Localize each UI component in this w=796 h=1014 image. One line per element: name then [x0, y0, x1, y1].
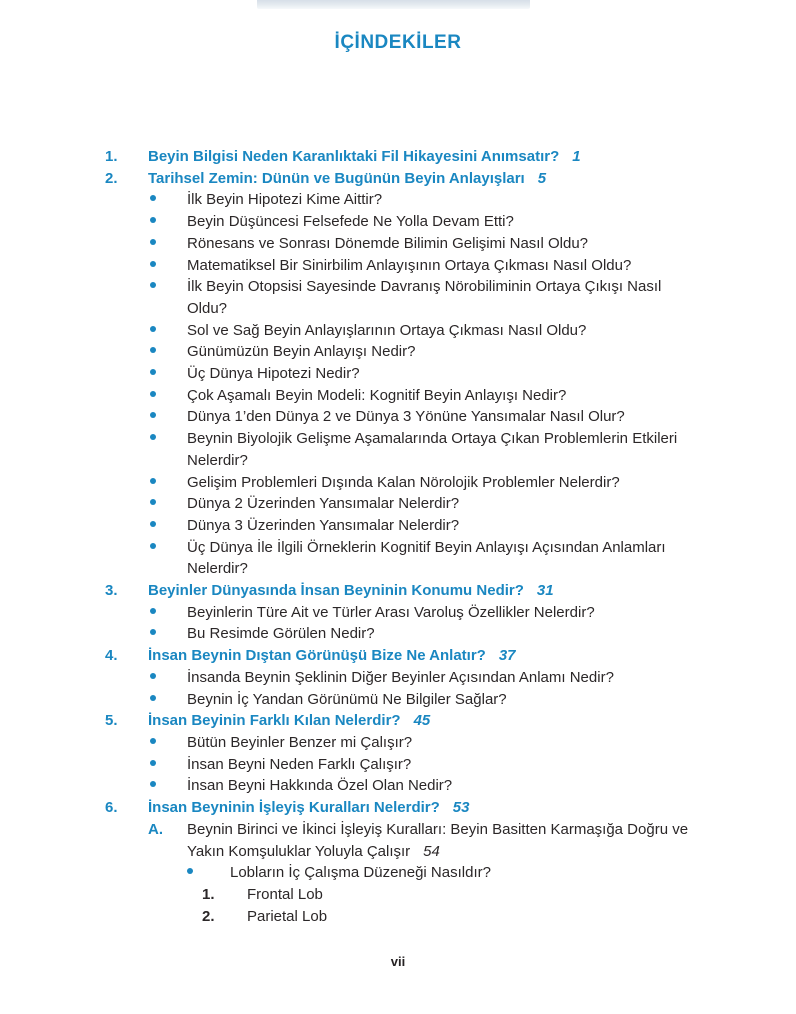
toc-entry-page-number: 53	[452, 799, 470, 817]
toc-entry-text	[187, 623, 695, 645]
toc-entry-label: Gelişim Problemleri Dışında Kalan Nörolojik Problemler Nelerdir?	[187, 473, 620, 491]
bullet-dot-icon	[150, 543, 156, 549]
toc-entry-page-number: 5	[537, 169, 547, 187]
toc-entry-text	[187, 732, 695, 754]
toc-entry-marker: 2.	[202, 907, 215, 925]
toc-entry	[105, 754, 695, 776]
toc-entry-text	[148, 710, 695, 732]
bullet-dot-icon	[150, 673, 156, 679]
bullet-dot-icon	[150, 629, 156, 635]
toc-entry	[105, 320, 695, 342]
toc-entry-label: İlk Beyin Hipotezi Kime Aittir?	[187, 191, 383, 209]
toc-entry-label: Rönesans ve Sonrası Dönemde Bilimin Gelişimi Nasıl Oldu?	[187, 234, 589, 252]
bullet-icon	[105, 862, 230, 884]
toc-entry	[105, 168, 695, 190]
page-title: İÇİNDEKİLER	[334, 32, 462, 53]
toc-entry-text	[187, 320, 695, 342]
bullet-icon	[105, 428, 187, 450]
toc-entry-text	[247, 906, 695, 928]
toc-entry	[105, 406, 695, 428]
bullet-icon	[105, 320, 187, 342]
toc-entry-label: Bütün Beyinler Benzer mi Çalışır?	[187, 733, 413, 751]
toc-entry-text	[148, 146, 695, 168]
toc-entry-text	[187, 515, 695, 537]
toc-entry-page-number: 1	[572, 148, 581, 165]
bullet-dot-icon	[187, 868, 193, 874]
toc-entry-text	[187, 363, 695, 385]
toc-entry	[105, 884, 695, 906]
toc-entry-label: Sol ve Sağ Beyin Anlayışlarının Ortaya Çıkması Nasıl Oldu?	[187, 321, 587, 339]
toc-entry	[105, 385, 695, 407]
toc-entry-label: Beynin Biyolojik Gelişme Aşamalarında Ortaya Çıkan Problemlerin Etkileri Nelerdir?	[187, 430, 678, 469]
bullet-dot-icon	[150, 521, 156, 527]
bullet-dot-icon	[150, 391, 156, 397]
toc-entry-text	[187, 775, 695, 797]
toc-entry	[105, 732, 695, 754]
toc-entry	[105, 667, 695, 689]
toc-entry-label: Matematiksel Bir Sinirbilim Anlayışının Ortaya Çıkması Nasıl Oldu?	[187, 256, 632, 274]
toc-entry-text	[187, 255, 695, 277]
bullet-icon	[105, 189, 187, 211]
toc-entry-text	[187, 689, 695, 711]
toc-entry	[105, 233, 695, 255]
toc-entry-label: Tarihsel Zemin: Dünün ve Bugünün Beyin Anlayışları	[148, 169, 525, 187]
bullet-dot-icon	[150, 695, 156, 701]
toc-entry-text	[187, 472, 695, 494]
bullet-icon	[105, 493, 187, 515]
toc-entry-text	[187, 189, 695, 211]
toc-entry-marker: 1.	[105, 148, 118, 165]
bullet-icon	[105, 623, 187, 645]
toc-entry-label: Lobların İç Çalışma Düzeneği Nasıldır?	[230, 864, 491, 882]
bullet-dot-icon	[150, 261, 156, 267]
toc-entry-text	[187, 385, 695, 407]
toc-entry-text	[187, 493, 695, 515]
toc-entry-text	[187, 754, 695, 776]
toc-entry-text	[230, 862, 695, 884]
bullet-icon	[105, 775, 187, 797]
bullet-dot-icon	[150, 412, 156, 418]
bullet-dot-icon	[150, 347, 156, 353]
bullet-dot-icon	[150, 781, 156, 787]
toc-entry	[105, 623, 695, 645]
toc-entry-label: İnsan Beynin Dıştan Görünüşü Bize Ne Anlatır?	[148, 647, 486, 665]
bullet-icon	[105, 406, 187, 428]
toc-entry-text	[187, 341, 695, 363]
toc-entry	[105, 689, 695, 711]
toc-entry	[105, 797, 695, 819]
toc-entry	[105, 146, 695, 168]
bullet-dot-icon	[150, 217, 156, 223]
page-number: vii	[390, 954, 406, 969]
toc-entry-label: İnsan Beyni Hakkında Özel Olan Nedir?	[187, 777, 453, 795]
toc-entry-text	[187, 428, 695, 471]
toc-entry-label: Beynin İç Yandan Görünümü Ne Bilgiler Sağlar?	[187, 690, 507, 708]
toc-entry-text	[187, 537, 695, 580]
toc-entry	[105, 255, 695, 277]
toc-entry-marker: 5.	[105, 712, 118, 730]
toc-entry	[105, 775, 695, 797]
toc-entry-text	[187, 233, 695, 255]
bullet-icon	[105, 341, 187, 363]
bullet-dot-icon	[150, 478, 156, 484]
toc-entry-text	[148, 168, 695, 190]
toc-entry-label: Çok Aşamalı Beyin Modeli: Kognitif Beyin Anlayışı Nedir?	[187, 386, 567, 404]
toc-list	[105, 146, 695, 927]
toc-entry	[105, 363, 695, 385]
toc-entry	[105, 645, 695, 667]
toc-entry	[105, 211, 695, 233]
bullet-dot-icon	[150, 369, 156, 375]
toc-entry-label: Bu Resimde Görülen Nedir?	[187, 625, 375, 643]
bullet-dot-icon	[150, 195, 156, 201]
toc-entry	[105, 493, 695, 515]
bullet-icon	[105, 689, 187, 711]
toc-entry-label: Beynin Birinci ve İkinci İşleyiş Kuralları: Beyin Basitten Karmaşığa Doğru ve Yakın Komşuluklar Yoluyla Çalışır	[187, 820, 689, 860]
toc-entry	[105, 341, 695, 363]
toc-entry-text	[187, 211, 695, 233]
bullet-icon	[105, 515, 187, 537]
toc-entry-text	[187, 276, 695, 319]
bullet-icon	[105, 233, 187, 255]
bullet-icon	[105, 602, 187, 624]
toc-entry	[105, 862, 695, 884]
toc-entry-label: Beyinlerin Türe Ait ve Türler Arası Varoluş Özellikler Nelerdir?	[187, 603, 595, 621]
toc-entry-page-number: 45	[413, 712, 431, 730]
bullet-dot-icon	[150, 239, 156, 245]
toc-entry-label: Üç Dünya Hipotezi Nedir?	[187, 365, 360, 383]
toc-entry-page-number: 54	[423, 842, 440, 860]
toc-entry-marker: 1.	[202, 885, 215, 903]
bullet-dot-icon	[150, 760, 156, 766]
toc-entry-label: Frontal Lob	[247, 885, 323, 903]
bullet-dot-icon	[150, 738, 156, 744]
toc-entry-label: Beyin Düşüncesi Felsefede Ne Yolla Devam Etti?	[187, 213, 514, 231]
toc-entry-text	[187, 406, 695, 428]
toc-entry-label: İnsan Beyni Neden Farklı Çalışır?	[187, 755, 412, 773]
toc-entry-text	[148, 797, 695, 819]
toc-entry	[105, 189, 695, 211]
toc-entry-label: İlk Beyin Otopsisi Sayesinde Davranış Nörobiliminin Ortaya Çıkışı Nasıl Oldu?	[187, 278, 662, 317]
toc-entry-label: Beyin Bilgisi Neden Karanlıktaki Fil Hikayesini Anımsatır?	[148, 148, 560, 165]
page-top-edge-bar	[257, 0, 530, 9]
toc-entry-text	[187, 602, 695, 624]
toc-entry-label: Beyinler Dünyasında İnsan Beyninin Konumu Nedir?	[148, 582, 524, 600]
bullet-dot-icon	[150, 326, 156, 332]
toc-entry-label: İnsan Beyinin Farklı Kılan Nelerdir?	[148, 712, 401, 730]
bullet-dot-icon	[150, 434, 156, 440]
toc-entry-marker: 6.	[105, 799, 118, 817]
toc-entry	[105, 906, 695, 928]
toc-entry	[105, 537, 695, 580]
bullet-icon	[105, 732, 187, 754]
bullet-icon	[105, 472, 187, 494]
bullet-dot-icon	[150, 608, 156, 614]
toc-entry-marker: 2.	[105, 169, 118, 187]
bullet-icon	[105, 385, 187, 407]
toc-entry-label: İnsan Beyninin İşleyiş Kuralları Nelerdir?	[148, 799, 440, 817]
bullet-icon	[105, 276, 187, 298]
toc-entry-label: Dünya 3 Üzerinden Yansımalar Nelerdir?	[187, 516, 460, 534]
toc-entry-text	[187, 819, 695, 862]
toc-entry	[105, 472, 695, 494]
toc-entry	[105, 710, 695, 732]
toc-entry-label: İnsanda Beynin Şeklinin Diğer Beyinler Açısından Anlamı Nedir?	[187, 668, 614, 686]
toc-entry	[105, 819, 695, 862]
toc-entry-label: Üç Dünya İle İlgili Örneklerin Kognitif Beyin Anlayışı Açısından Anlamları Nelerdir?	[187, 538, 666, 578]
toc-entry-marker: A.	[148, 820, 163, 838]
bullet-icon	[105, 363, 187, 385]
bullet-icon	[105, 537, 187, 559]
toc-entry-label: Dünya 1’den Dünya 2 ve Dünya 3 Yönüne Yansımalar Nasıl Olur?	[187, 408, 625, 426]
toc-entry	[105, 515, 695, 537]
bullet-dot-icon	[150, 499, 156, 505]
toc-entry-marker: 4.	[105, 647, 118, 665]
toc-entry-page-number: 31	[536, 582, 554, 600]
bullet-icon	[105, 754, 187, 776]
bullet-icon	[105, 211, 187, 233]
toc-entry	[105, 580, 695, 602]
bullet-dot-icon	[150, 282, 156, 288]
toc-entry-label: Dünya 2 Üzerinden Yansımalar Nelerdir?	[187, 495, 460, 513]
toc-entry-marker: 3.	[105, 582, 118, 600]
toc-entry	[105, 428, 695, 471]
bullet-icon	[105, 255, 187, 277]
toc-entry-label: Parietal Lob	[247, 907, 328, 925]
toc-entry-text	[148, 645, 695, 667]
toc-entry-page-number: 37	[498, 647, 516, 665]
toc-entry	[105, 276, 695, 319]
toc-entry-label: Günümüzün Beyin Anlayışı Nedir?	[187, 343, 416, 361]
toc-entry-text	[148, 580, 695, 602]
toc-entry-text	[247, 884, 695, 906]
toc-entry	[105, 602, 695, 624]
bullet-icon	[105, 667, 187, 689]
toc-entry-text	[187, 667, 695, 689]
